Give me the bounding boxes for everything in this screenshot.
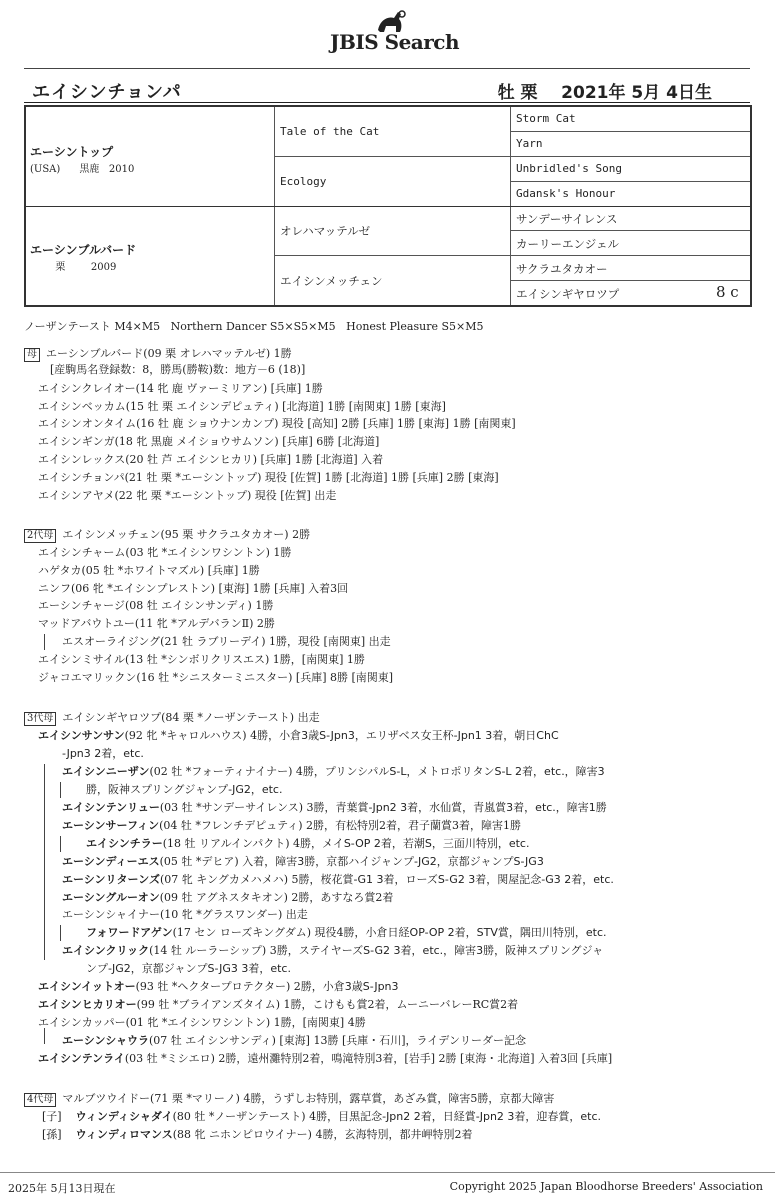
g2-progeny[interactable]: マッドアバウトユー(11 牝 *アルデバランⅡ) 2勝 xyxy=(38,617,275,630)
g3-section-head xyxy=(24,710,320,726)
dam-progeny[interactable]: エイシンレックス(20 牡 芦 エイシンヒカリ) [兵庫] 1勝 [北海道] 入着 xyxy=(38,453,384,466)
sdd[interactable]: Gdansk's Honour xyxy=(516,187,616,200)
g3-progeny-cont: 勝，阪神スプリングジャンプ-JG2，etc. xyxy=(86,783,283,796)
g3-progeny[interactable]: エーシンシャウラ(07 牡 エイシンサンディ) [東海] 13勝 [兵庫・石川]，ライデンリーダー記念 xyxy=(62,1034,526,1047)
g3-progeny[interactable]: エーシンリターンズ(07 牝 キングカメハメハ) 5勝，桜花賞-G1 3着，ローズS-G2 3着，関屋記念-G3 2着，etc. xyxy=(62,873,614,886)
as-of-date: 2025年 5月13日現在 xyxy=(8,1182,116,1195)
dam-progeny[interactable]: エイシンクレイオー(14 牝 鹿 ヴァーミリアン) [兵庫] 1勝 xyxy=(38,382,323,395)
sire-name[interactable]: エーシントップ xyxy=(30,145,114,159)
g3-progeny[interactable]: エイシンテンライ(03 牡 *ミシエロ) 2勝，遠州灘特別2着，鳴滝特別3着，[岩手] 2勝 [東海・北海道] 入着3回 [兵庫] xyxy=(38,1052,613,1065)
dam-progeny[interactable]: エイシンベッカム(15 牡 栗 エイシンデピュティ) [北海道] 1勝 [南関東] 1勝 [東海] xyxy=(38,400,446,413)
dam-cell[interactable] xyxy=(30,241,136,273)
g2-progeny[interactable]: エイシンチャーム(03 牝 *エイシンワシントン) 1勝 xyxy=(38,546,292,559)
g2-progeny[interactable]: ジャコエマリックン(16 牡 *シニスターミニスター) [兵庫] 8勝 [南関東] xyxy=(38,671,394,684)
horse-name: エイシンチョンパ xyxy=(32,82,182,103)
g3-progeny[interactable]: エーシンサーフィン(04 牡 *フレンチデピュティ) 2勝，有松特別2着，君子蘭賞3着，障害1勝 xyxy=(62,819,522,832)
ddd[interactable]: エイシンギヤロツプ xyxy=(516,287,620,301)
family-number: 8 c xyxy=(716,283,739,301)
jbis-logo[interactable] xyxy=(330,8,460,56)
sss[interactable]: Storm Cat xyxy=(516,112,576,125)
dam-head-text[interactable]: エーシンブルバード(09 栗 オレハマッテルゼ) 1勝 xyxy=(46,347,292,360)
dsd[interactable]: カーリーエンジェル xyxy=(516,237,619,251)
g4-tag: 4代母 xyxy=(24,1093,56,1107)
g3-progeny[interactable]: エーシンディーエス(05 牡 *デヒア) 入着，障害3勝，京都ハイジャンプ-JG2，京都ジャンプS-JG3 xyxy=(62,855,544,868)
dam-sire[interactable]: オレハマッテルゼ xyxy=(280,224,371,238)
g3-tag: 3代母 xyxy=(24,712,56,726)
logo-text: JBIS Search xyxy=(330,30,460,54)
g3-progeny[interactable]: エーシンシャイナー(10 牝 *グラスワンダー) 出走 xyxy=(62,908,308,921)
g4-descendant[interactable]: [子] ウィンディシャダイ(80 牡 *ノーザンテースト) 4勝，目黒記念-Jpn2 2着，日経賞-Jpn2 3着，迎春賞，etc. xyxy=(42,1110,602,1123)
footer-divider xyxy=(0,1172,775,1173)
g3-progeny[interactable]: エイシンテンリュー(03 牡 *サンデーサイレンス) 3勝，青葉賞-Jpn2 3着，水仙賞，青嵐賞3着，etc.，障害1勝 xyxy=(62,801,607,814)
g2-tag: 2代母 xyxy=(24,529,56,543)
g4-descendant[interactable]: [孫] ウィンディロマンス(88 牝 ニホンピロウイナー) 4勝，玄海特別，都井岬特別2着 xyxy=(42,1128,473,1141)
g2-progeny[interactable]: エスオーライジング(21 牡 ラブリーデイ) 1勝，現役 [南関東] 出走 xyxy=(62,635,391,648)
dam-name[interactable]: エーシンブルバード xyxy=(30,243,137,257)
g2-head-text[interactable]: エイシンメッチェン(95 栗 サクラユタカオー) 2勝 xyxy=(62,528,311,541)
g2-progeny[interactable]: エーシンチャージ(08 牡 エイシンサンディ) 1勝 xyxy=(38,599,274,612)
dam-progeny[interactable]: エイシンアヤメ(22 牝 栗 *エーシントップ) 現役 [佐賀] 出走 xyxy=(38,489,337,502)
g2-section-head xyxy=(24,527,310,543)
title-divider xyxy=(24,102,750,103)
g3-progeny[interactable]: エイシンクリック(14 牡 ルーラーシップ) 3勝，ステイヤーズS-G2 3着，etc.，障害3勝，阪神スプリングジャ xyxy=(62,944,604,957)
g3-progeny-cont: ンプ-JG2，京都ジャンプS-JG3 3着，etc. xyxy=(86,962,291,975)
g3-progeny[interactable]: エイシンカッパー(01 牝 *エイシンワシントン) 1勝，[南関東] 4勝 xyxy=(38,1016,366,1029)
sire-sire[interactable]: Tale of the Cat xyxy=(280,125,380,138)
g3-progeny[interactable]: エイシンヒカリオー(99 牡 *ブライアンズタイム) 1勝，こけもも賞2着，ムーニーバレーRC賞2着 xyxy=(38,998,519,1011)
dam-progeny-note: [産駒馬名登録数：8，勝馬(勝鞍)数：地方－6 (18)] xyxy=(50,363,306,376)
dss[interactable]: サンデーサイレンス xyxy=(516,212,618,226)
sire-detail: (USA) 黒鹿 2010 xyxy=(30,164,135,175)
inbreeding-line: ノーザンテースト M4×M5 Northern Dancer S5×S5×M5 Honest Pleasure S5×M5 xyxy=(24,320,484,333)
g3-progeny[interactable]: エイシンサンサン(92 牝 *キャロルハウス) 4勝，小倉3歳S-Jpn3，エリザベス女王杯-Jpn1 3着，朝日ChC xyxy=(38,729,559,742)
dam-tag: 母 xyxy=(24,348,40,362)
header-divider xyxy=(24,68,750,69)
g3-head-text[interactable]: エイシンギヤロツプ(84 栗 *ノーザンテースト) 出走 xyxy=(62,711,320,724)
dam-section-head xyxy=(24,346,292,362)
copyright: Copyright 2025 Japan Bloodhorse Breeders' Association xyxy=(449,1180,763,1193)
g4-head-text[interactable]: マルブツウイドー(71 栗 *マリーノ) 4勝，うずしお特別，露草賞，あざみ賞，障害5勝，京都大障害 xyxy=(62,1092,555,1105)
horse-sex-color-birth: 牡 栗 2021年 5月 4日生 xyxy=(497,83,712,103)
dam-detail: 栗 2009 xyxy=(30,262,117,273)
dam-progeny[interactable]: エイシンオンタイム(16 牡 鹿 ショウナンカンプ) 現役 [高知] 2勝 [兵庫] 1勝 [東海] 1勝 [南関東] xyxy=(38,417,516,430)
dam-progeny[interactable]: エイシンチョンパ(21 牡 栗 *エーシントップ) 現役 [佐賀] 1勝 [北海道] 1勝 [兵庫] 2勝 [東海] xyxy=(38,471,499,484)
g2-progeny[interactable]: エイシンミサイル(13 牡 *シンボリクリスエス) 1勝，[南関東] 1勝 xyxy=(38,653,365,666)
dds[interactable]: サクラユタカオー xyxy=(516,262,608,276)
sire-cell[interactable] xyxy=(30,143,134,175)
g2-progeny[interactable]: ニンフ(06 牝 *エイシンプレストン) [東海] 1勝 [兵庫] 入着3回 xyxy=(38,582,349,595)
dam-dam[interactable]: エイシンメッチェン xyxy=(280,274,383,288)
g3-progeny[interactable]: フォワードアゲン(17 セン ローズキングダム) 現役4勝，小倉日経OP-OP 2着，STV賞，隅田川特別，etc. xyxy=(86,926,607,939)
sire-dam[interactable]: Ecology xyxy=(280,175,327,188)
g3-progeny[interactable]: エイシンニーザン(02 牡 *フォーティナイナー) 4勝，プリンシパルS-L，メトロポリタンS-L 2着，etc.，障害3 xyxy=(62,765,605,778)
g3-progeny-cont: -Jpn3 2着，etc. xyxy=(62,747,144,760)
pedigree-table xyxy=(24,105,752,307)
sds[interactable]: Unbridled's Song xyxy=(516,162,622,175)
g3-progeny[interactable]: エイシンチラー(18 牡 リアルインパクト) 4勝，メイS-OP 2着，若潮S，三面川特別，etc. xyxy=(86,837,530,850)
g2-progeny[interactable]: ハゲタカ(05 牡 *ホワイトマズル) [兵庫] 1勝 xyxy=(38,564,260,577)
g4-section-head xyxy=(24,1091,554,1107)
g3-progeny[interactable]: エーシングルーオン(09 牡 アグネスタキオン) 2勝，あすなろ賞2着 xyxy=(62,891,394,904)
dam-progeny[interactable]: エイシンギンガ(18 牝 黒鹿 メイショウサムソン) [兵庫] 6勝 [北海道] xyxy=(38,435,380,448)
g3-progeny[interactable]: エイシンイットオー(93 牡 *ヘクタープロテクター) 2勝，小倉3歳S-Jpn3 xyxy=(38,980,399,993)
title-row xyxy=(24,78,750,103)
ssd[interactable]: Yarn xyxy=(516,137,543,150)
